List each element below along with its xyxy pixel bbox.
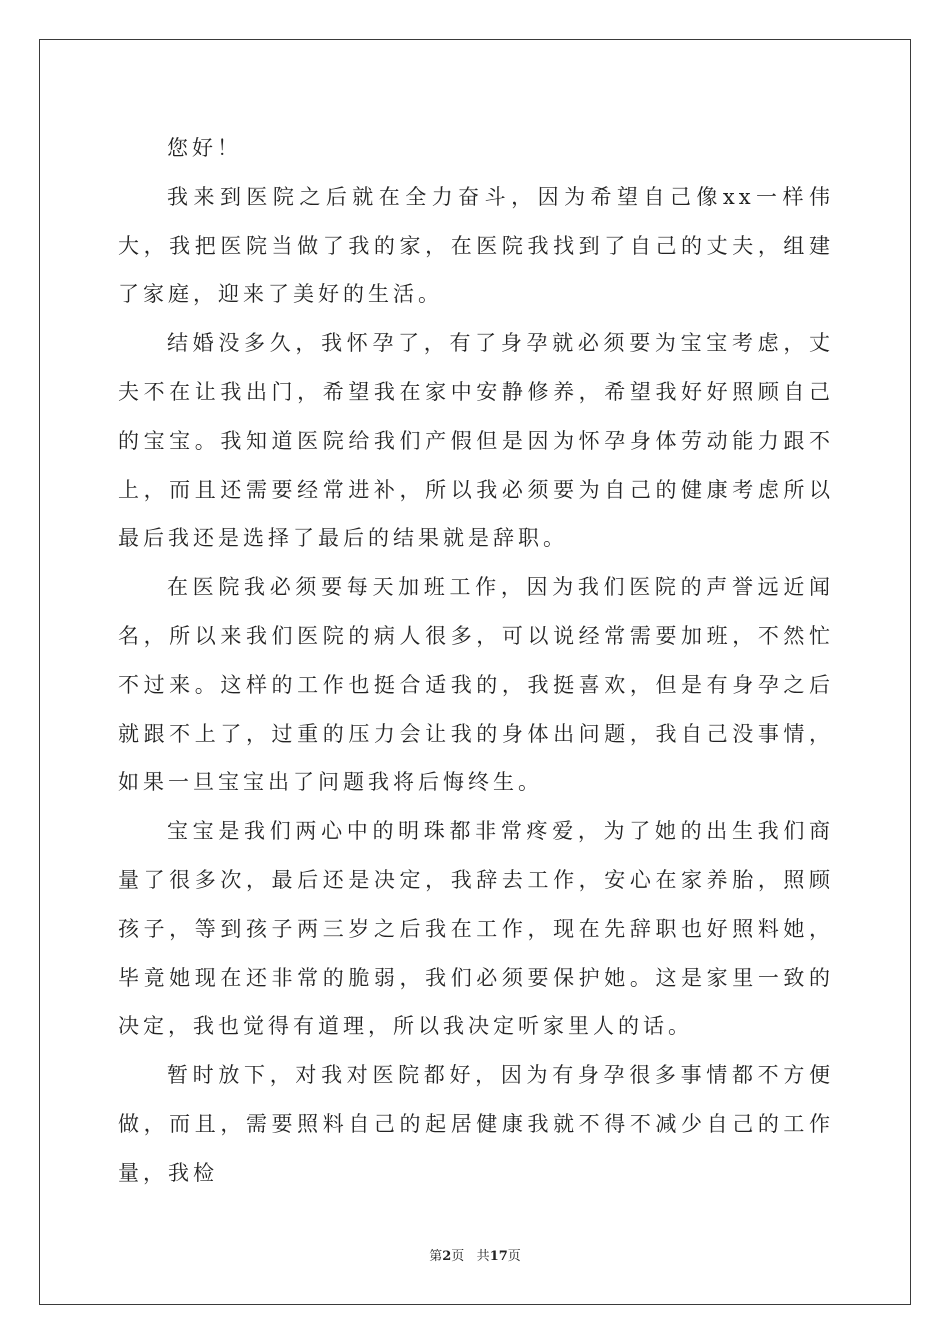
paragraph: 宝宝是我们两心中的明珠都非常疼爱，为了她的出生我们商量了很多次，最后还是决定，我辞去工作，安心在家养胎，照顾孩子，等到孩子两三岁之后我在工作，现在先辞职也好照料她，毕竟她现在还非常的脆弱，我们必须要保护她。这是家里一致的决定，我也觉得有道理，所以我决定听家里人的话。 — [118, 819, 834, 1039]
total-suffix: 页 — [507, 1249, 521, 1264]
total-pages-number: 17 — [489, 1249, 508, 1264]
page-prefix: 第 — [429, 1249, 443, 1264]
page-footer — [0, 1245, 950, 1264]
paragraph: 在医院我必须要每天加班工作，因为我们医院的声誉远近闻名，所以来我们医院的病人很多，可以说经常需要加班，不然忙不过来。这样的工作也挺合适我的，我挺喜欢，但是有身孕之后就跟不上了，过重的压力会让我的身体出问题，我自己没事情，如果一旦宝宝出了问题我将后悔终生。 — [118, 575, 834, 795]
current-page-number: 2 — [442, 1249, 452, 1264]
greeting: 您好！ — [167, 136, 242, 160]
page-suffix: 页 — [451, 1249, 465, 1264]
paragraph: 结婚没多久，我怀孕了，有了身孕就必须要为宝宝考虑，丈夫不在让我出门，希望我在家中安静修养，希望我好好照顾自己的宝宝。我知道医院给我们产假但是因为怀孕身体劳动能力跟不上，而且还需要经常进补，所以我必须要为自己的健康考虑所以最后我还是选择了最后的结果就是辞职。 — [118, 331, 834, 551]
document-body — [118, 124, 834, 1198]
total-prefix: 共 — [476, 1249, 490, 1264]
paragraph: 我来到医院之后就在全力奋斗，因为希望自己像xx一样伟大，我把医院当做了我的家，在医院我找到了自己的丈夫，组建了家庭，迎来了美好的生活。 — [118, 184, 834, 307]
paragraph: 暂时放下，对我对医院都好，因为有身孕很多事情都不方便做，而且，需要照料自己的起居健康我就不得不减少自己的工作量，我检 — [118, 1063, 834, 1185]
